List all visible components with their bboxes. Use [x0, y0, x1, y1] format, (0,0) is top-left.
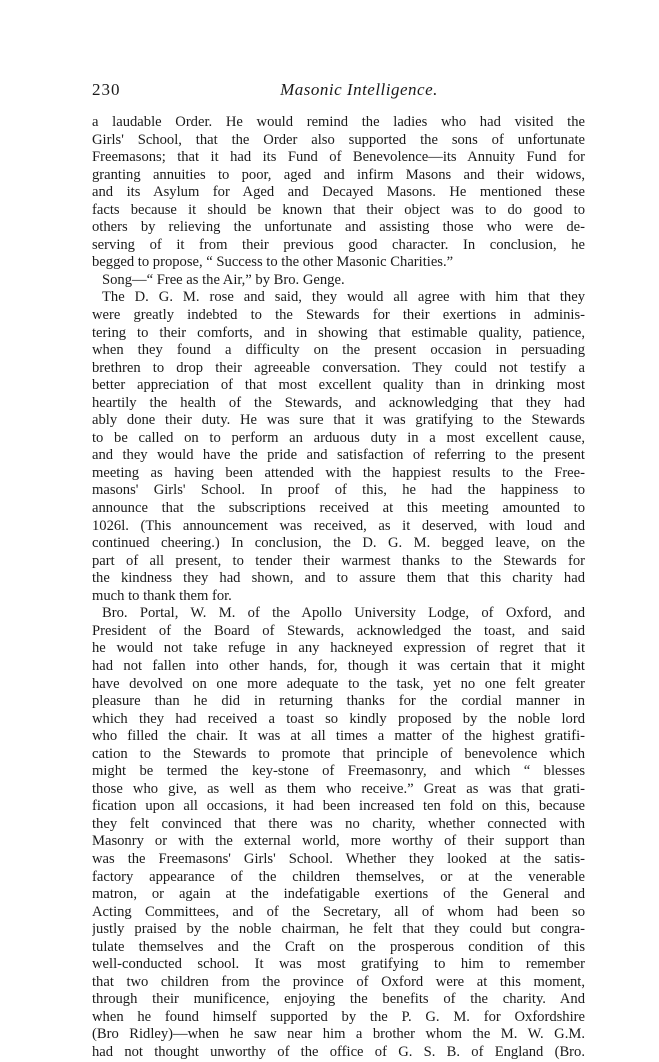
text-line: meeting as having been attended with the happiest results to the Free-	[92, 464, 585, 481]
text-line: who filled the chair. It was at all times a matter of the highest gratifi-	[92, 728, 585, 745]
text-line: granting annuities to poor, aged and infirm Masons and their widows,	[92, 166, 585, 183]
text-line: those who give, as well as them who receive.” Great as was that grati-	[92, 780, 585, 797]
text-line: and its Asylum for Aged and Decayed Masons. He mentioned these	[92, 184, 585, 201]
text-line: factory appearance of the children themselves, or at the venerable	[92, 868, 585, 885]
text-line: The D. G. M. rose and said, they would all agree with him that they	[102, 289, 585, 306]
text-line: well-conducted school. It was most gratifying to him to remember	[92, 956, 585, 973]
text-line: facts because it should be known that their object was to do good to	[92, 201, 585, 218]
text-line: Freemasons; that it had its Fund of Benevolence—its Annuity Fund for	[92, 149, 585, 166]
text-line: (Bro Ridley)—when he saw near him a brother whom the M. W. G.M.	[92, 1026, 585, 1043]
text-line: ably done their duty. He was sure that it was gratifying to the Stewards	[92, 412, 585, 429]
text-line: had not fallen into other hands, for, though it was certain that it might	[92, 657, 585, 674]
text-line: others by relieving the unfortunate and assisting those who were de-	[92, 219, 585, 236]
text-line: better appreciation of that most excellent quality than in drinking most	[92, 377, 585, 394]
text-line: justly praised by the noble chairman, he felt that they could but congra-	[92, 921, 585, 938]
text-line: serving of it from their previous good character. In conclusion, he	[92, 236, 585, 253]
text-line: heartily the health of the Stewards, and acknowledging that they had	[92, 394, 585, 411]
text-line: to be called on to perform an arduous duty in a most excellent cause,	[92, 429, 585, 446]
text-line: continued cheering.) In conclusion, the D. G. M. begged leave, on the	[92, 535, 585, 552]
text-line: matron, or again at the indefatigable exertions of the General and	[92, 886, 585, 903]
text-line: tering to their comforts, and in showing that estimable quality, patience,	[92, 324, 585, 341]
text-line: had not thought unworthy of the office of G. S. B. of England (Bro.	[92, 1043, 585, 1060]
text-line: begged to propose, “ Success to the other Masonic Charities.”	[92, 254, 454, 271]
text-line: a laudable Order. He would remind the ladies who had visited the	[92, 114, 585, 130]
text-line: tulate themselves and the Craft on the prosperous condition of this	[92, 938, 585, 955]
page-header	[84, 80, 584, 104]
text-line: pleasure than he did in returning thanks for the cordial manner in	[92, 693, 585, 710]
text-line: might be termed the key-stone of Freemasonry, and which “ blesses	[92, 763, 585, 780]
text-line: Girls' School, that the Order also supported the sons of unfortunate	[92, 131, 585, 148]
text-line: announce that the subscriptions received at this meeting amounted to	[92, 500, 585, 517]
text-line: part of all present, to tender their warmest thanks to the Stewards for	[92, 552, 585, 569]
text-line: cation to the Stewards to promote that principle of benevolence which	[92, 745, 585, 762]
text-line: the kindness they had shown, and to assure them that this charity had	[92, 570, 585, 587]
text-line: Song—“ Free as the Air,” by Bro. Genge.	[102, 271, 345, 288]
text-line: 1026l. (This announcement was received, as it deserved, with loud and	[92, 517, 585, 534]
text-line: and they would have the pride and satisfaction of referring to the present	[92, 447, 585, 464]
text-line: Masonry or with the external world, more worthy of their support than	[92, 833, 585, 850]
text-line: when they found a difficulty on the present occasion in persuading	[92, 342, 585, 359]
text-line: Bro. Portal, W. M. of the Apollo University Lodge, of Oxford, and	[102, 605, 585, 622]
text-line: that two children from the province of Oxford were at this moment,	[92, 973, 585, 990]
article-body	[92, 114, 585, 1062]
text-line: they felt convinced that there was no charity, whether connected with	[92, 815, 585, 832]
text-line: fication upon all occasions, it had been increased ten fold on this, because	[92, 798, 585, 815]
text-line: President of the Board of Stewards, acknowledged the toast, and said	[92, 622, 585, 639]
text-line: was the Freemasons' Girls' School. Whether they looked at the satis-	[92, 850, 585, 867]
text-line: have devolved on one more adequate to the task, yet no one felt greater	[92, 675, 585, 692]
text-line: brethren to drop their agreeable conversation. They could not testify a	[92, 359, 585, 376]
text-line: much to thank them for.	[92, 587, 232, 604]
running-head: Masonic Intelligence.	[280, 80, 438, 99]
text-line: were greatly indebted to the Stewards for their exertions in adminis-	[92, 307, 585, 324]
text-line: Acting Committees, and of the Secretary, all of whom had been so	[92, 903, 585, 920]
text-line: masons' Girls' School. In proof of this, he had the happiness to	[92, 482, 585, 499]
text-line: when he found himself supported by the P. G. M. for Oxfordshire	[92, 1008, 585, 1025]
text-line: he would not take refuge in any hackneyed expression of regret that it	[92, 640, 585, 657]
text-line: which they had received a toast so kindly proposed by the noble lord	[92, 710, 585, 727]
text-line: through their munificence, enjoying the benefits of the charity. And	[92, 991, 585, 1008]
page-number: 230	[92, 80, 121, 99]
